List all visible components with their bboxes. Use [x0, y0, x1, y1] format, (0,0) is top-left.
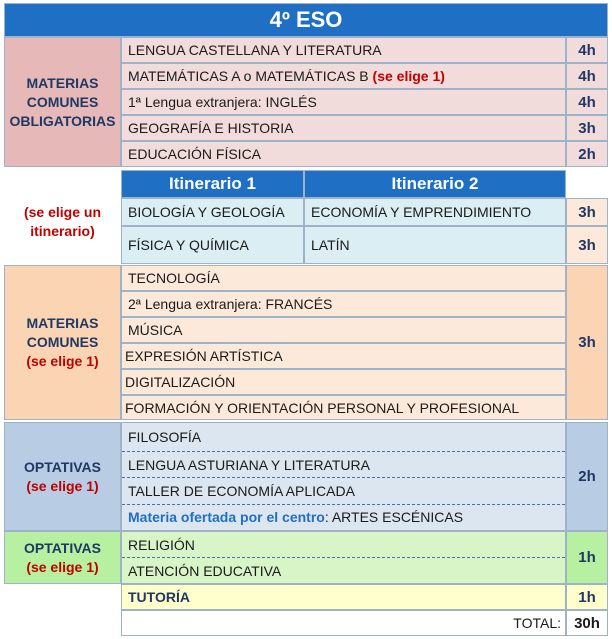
optativa-atencion: ATENCIÓN EDUCATIVA [128, 562, 282, 579]
optativas-1-label: OPTATIVAS (se elige 1) [4, 422, 121, 531]
optativa-centro: Materia ofertada por el centro : ARTES ESCÉNICAS [128, 509, 464, 526]
subject-matematicas: MATEMÁTICAS A o MATEMÁTICAS B (se elige 1) [121, 63, 566, 89]
hours-itinerario-row2: 3h [566, 226, 608, 264]
comunes-expresion: EXPRESIÓN ARTÍSTICA [121, 343, 566, 369]
total-label: TOTAL: [121, 610, 566, 636]
hours-geografia: 3h [566, 115, 608, 141]
hours-optativas-1: 2h [566, 422, 608, 531]
hours-ingles: 4h [566, 89, 608, 115]
itinerario-1-fisica: FÍSICA Y QUÍMICA [121, 226, 304, 264]
hours-itinerario-row1: 3h [566, 198, 608, 226]
itinerario-2-header: Itinerario 2 [304, 170, 566, 198]
optativa-filosofia: FILOSOFÍA [122, 423, 565, 452]
hours-lengua: 4h [566, 37, 608, 63]
comunes-formacion: FORMACIÓN Y ORIENTACIÓN PERSONAL Y PROFESIONAL [121, 395, 566, 420]
itinerario-note: (se elige un itinerario) [23, 204, 102, 239]
comunes-label: MATERIAS COMUNES (se elige 1) [4, 265, 121, 420]
total-hours: 30h [566, 610, 608, 636]
itinerario-1-header: Itinerario 1 [121, 170, 304, 198]
hours-educacion-fisica: 2h [566, 141, 608, 167]
hours-tutoria: 1h [566, 584, 608, 610]
optativa-taller: TALLER DE ECONOMÍA APLICADA [122, 478, 565, 504]
subject-geografia: GEOGRAFÍA E HISTORIA [121, 115, 566, 141]
hours-matematicas: 4h [566, 63, 608, 89]
optativas-2-list [121, 531, 566, 584]
optativa-religion: RELIGIÓN [122, 532, 565, 558]
comunes-frances: 2ª Lengua extranjera: FRANCÉS [121, 291, 566, 317]
comunes-musica: MÚSICA [121, 317, 566, 343]
itinerario-1-biologia: BIOLOGÍA Y GEOLOGÍA [121, 198, 304, 226]
comunes-digitalizacion: DIGITALIZACIÓN [121, 369, 566, 395]
obligatorias-label: MATERIAS COMUNES OBLIGATORIAS [4, 37, 121, 167]
optativa-asturiana: LENGUA ASTURIANA Y LITERATURA [122, 452, 565, 478]
hours-comunes: 3h [566, 265, 608, 420]
optativas-1-list [121, 422, 566, 531]
optativas-2-label: OPTATIVAS (se elige 1) [4, 531, 121, 584]
subject-educacion-fisica: EDUCACIÓN FÍSICA [121, 141, 566, 167]
hours-optativas-2: 1h [566, 531, 608, 584]
itinerario-2-latin: LATÍN [304, 226, 566, 264]
subject-ingles: 1ª Lengua extranjera: INGLÉS [121, 89, 566, 115]
tutoria-label: TUTORÍA [121, 584, 566, 610]
subject-lengua: LENGUA CASTELLANA Y LITERATURA [121, 37, 566, 63]
page-title: 4º ESO [4, 3, 608, 37]
select-one-note: (se elige 1) [372, 68, 445, 84]
comunes-tecnologia: TECNOLOGÍA [121, 265, 566, 291]
itinerario-2-economia: ECONOMÍA Y EMPRENDIMIENTO [304, 198, 566, 226]
